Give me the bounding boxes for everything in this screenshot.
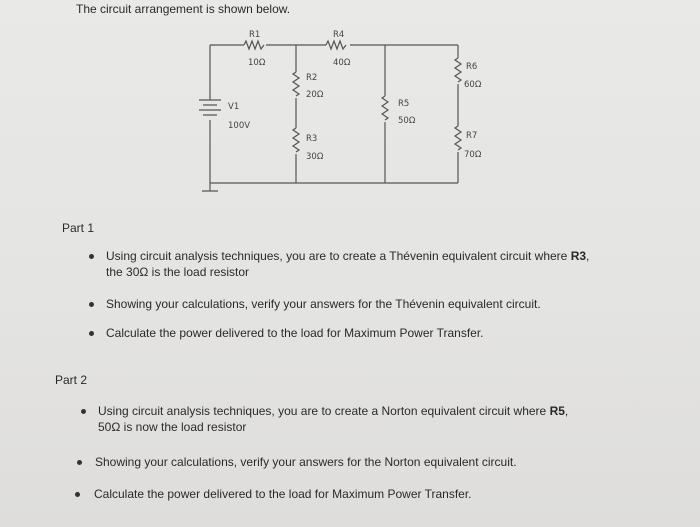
r7-name: R7 (466, 131, 478, 141)
r6-value: 60Ω (464, 80, 482, 90)
part1-bullet-3: Calculate the power delivered to the load for Maximum Power Transfer. (106, 326, 484, 340)
bullet-dot (81, 409, 86, 414)
r6-resistor (455, 58, 461, 82)
bullet-dot (89, 331, 94, 336)
part2-bullet-1 (98, 403, 678, 435)
r1-name: R1 (249, 30, 261, 40)
r3-value: 30Ω (306, 152, 324, 162)
r5-value: 50Ω (398, 116, 416, 126)
part2-b1-post: , (564, 404, 569, 418)
r5-name: R5 (398, 99, 410, 109)
part1-heading: Part 1 (62, 221, 95, 235)
part2-b1-text: Using circuit analysis techniques, you are to create a Norton equivalent circuit where (98, 404, 550, 418)
part1-bullet-1 (106, 248, 676, 280)
r3-name: R3 (306, 134, 318, 144)
part2-bullet-3: Calculate the power delivered to the load for Maximum Power Transfer. (94, 487, 472, 501)
r4-name: R4 (333, 30, 345, 40)
circuit-diagram (0, 0, 700, 210)
part1-bullet-2: Showing your calculations, verify your answers for the Thévenin equivalent circuit. (106, 297, 541, 311)
battery-symbol (199, 100, 221, 115)
part2-bullet-2: Showing your calculations, verify your answers for the Norton equivalent circuit. (95, 455, 517, 469)
r6-name: R6 (466, 62, 478, 72)
r2-resistor (293, 72, 299, 96)
r3-resistor (293, 128, 299, 152)
r5-resistor (382, 96, 388, 120)
part2-b1-line2: 50Ω is now the load resistor (98, 420, 247, 434)
r7-resistor (455, 126, 461, 150)
part1-b1-line2: the 30Ω is the load resistor (106, 265, 250, 279)
r2-value: 20Ω (306, 90, 324, 100)
part1-b1-post: , (586, 249, 590, 263)
v1-name: V1 (228, 102, 240, 112)
part1-b1-text: Using circuit analysis techniques, you are to create a Thévenin equivalent circuit where (106, 249, 571, 263)
r4-value: 40Ω (333, 58, 351, 68)
r1-resistor (244, 41, 264, 49)
ground-symbol (202, 183, 218, 191)
bullet-dot (89, 254, 94, 259)
r2-name: R2 (306, 73, 318, 83)
r1-value: 10Ω (248, 58, 266, 68)
part2-b1-bold: R5 (549, 404, 565, 418)
r7-value: 70Ω (464, 150, 482, 160)
intro-text: The circuit arrangement is shown below. (76, 2, 291, 16)
part2-heading: Part 2 (55, 373, 88, 387)
bullet-dot (89, 302, 94, 307)
v1-value: 100V (228, 121, 251, 131)
bullet-dot (75, 492, 80, 497)
part1-b1-bold: R3 (570, 249, 587, 263)
bullet-dot (77, 460, 82, 465)
r4-resistor (326, 41, 346, 49)
